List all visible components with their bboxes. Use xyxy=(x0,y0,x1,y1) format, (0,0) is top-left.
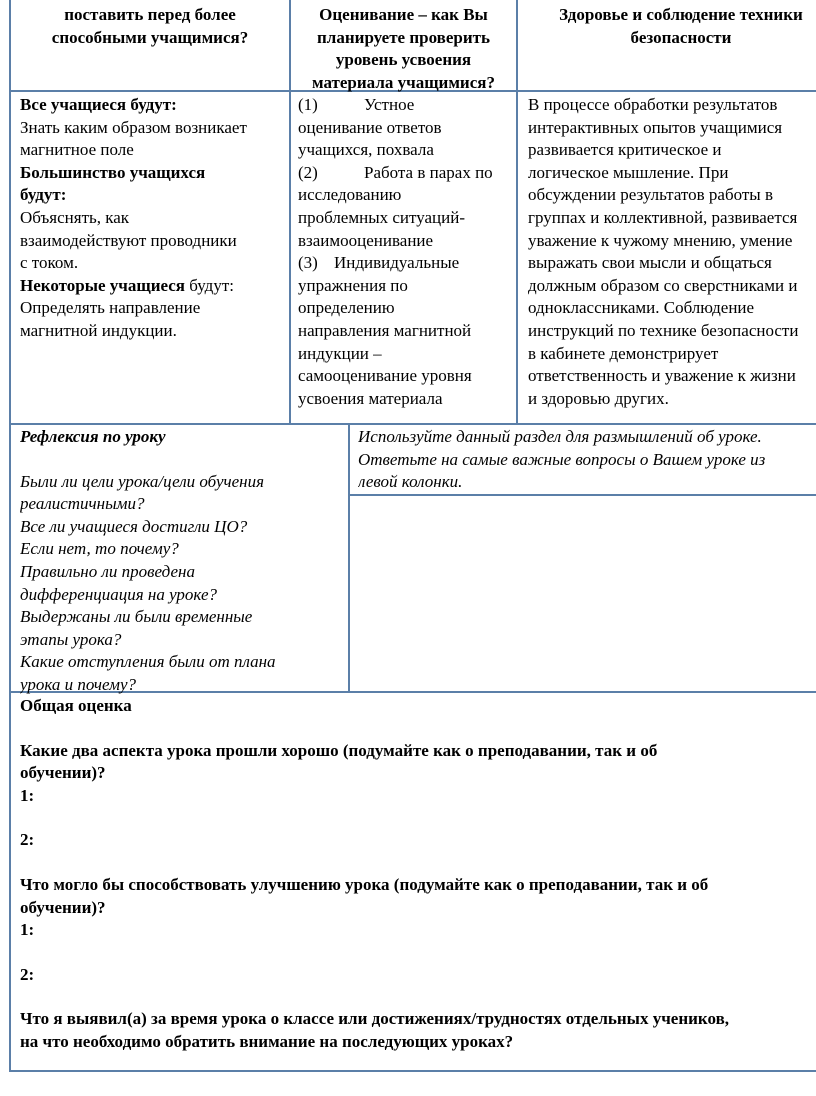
health-safety-cell xyxy=(528,94,816,410)
reflection-note-line: Используйте данный раздел для размышлений об уроке. xyxy=(358,427,762,446)
reflection-cell xyxy=(20,426,348,697)
reflection-question: урока и почему? xyxy=(20,674,137,694)
reflection-question: Выдержаны ли были временные xyxy=(20,607,253,627)
summary-question: обучении)? xyxy=(20,763,106,783)
table-border xyxy=(348,424,350,692)
reflection-note-cell xyxy=(358,426,816,494)
safety-line: ответственность и уважение к жизни xyxy=(528,366,796,386)
assessment-cell xyxy=(298,94,516,410)
outcome-line: Знать каким образом возникает xyxy=(20,117,247,137)
assessment-line: индукции – xyxy=(298,343,382,363)
reflection-title: Рефлексия по уроку xyxy=(20,427,166,446)
item-text: Устное xyxy=(364,95,415,114)
summary-question: на что необходимо обратить внимание на последующих уроках? xyxy=(20,1031,514,1051)
reflection-note-line: Ответьте на самые важные вопросы о Вашем уроке из xyxy=(358,449,766,469)
safety-line: инструкций по технике безопасности xyxy=(528,320,799,340)
summary-question: Что я выявил(а) за время урока о классе или достижениях/трудностях отдельных учеников, xyxy=(20,1009,729,1029)
outcome-line: Определять направление xyxy=(20,298,201,318)
assessment-item xyxy=(298,94,516,117)
safety-line: выражать свои мысли и общаться xyxy=(528,253,772,273)
safety-line: группах и коллективной, развивается xyxy=(528,207,798,227)
header-line: материала учащимися? xyxy=(312,72,495,92)
safety-line: и здоровью других. xyxy=(528,388,669,408)
safety-line: интерактивных опытов учащимися xyxy=(528,117,783,137)
summary-question: Что могло бы способствовать улучшению урока (подумайте как о преподавании, так и об xyxy=(20,874,709,894)
assessment-line: учащихся, похвала xyxy=(298,140,434,160)
assessment-line: оценивание ответов xyxy=(298,117,442,137)
header-line: планируете проверить xyxy=(317,27,490,47)
assessment-line: взаимооценивание xyxy=(298,230,434,250)
some-students-label: Некоторые учащиеся xyxy=(20,275,185,295)
item-text: Работа в парах по xyxy=(364,162,493,182)
header-line: поставить перед более xyxy=(64,5,236,24)
header-assessment xyxy=(291,4,516,94)
assessment-line: определению xyxy=(298,298,395,318)
safety-line: уважение к чужому мнению, умение xyxy=(528,230,793,250)
outcome-line: магнитной индукции. xyxy=(20,320,177,340)
most-students-label: будут: xyxy=(20,185,67,205)
table-border xyxy=(9,1070,816,1072)
header-health-safety xyxy=(518,4,816,49)
reflection-question: этапы урока? xyxy=(20,629,122,649)
table-border xyxy=(348,494,816,496)
reflection-note-line: левой колонки. xyxy=(358,472,463,492)
reflection-question: Были ли цели урока/цели обучения xyxy=(20,471,264,491)
item-number: (1) xyxy=(298,95,318,114)
assessment-line: упражнения по xyxy=(298,275,408,295)
summary-question: Какие два аспекта урока прошли хорошо (подумайте как о преподавании, так и об xyxy=(20,740,658,760)
safety-line: развивается критическое и xyxy=(528,140,722,160)
answer-item: 2: xyxy=(20,830,35,850)
assessment-line: проблемных ситуаций- xyxy=(298,207,466,227)
assessment-item xyxy=(298,252,516,275)
summary-cell xyxy=(20,695,816,1054)
most-students-label: Большинство учащихся xyxy=(20,162,206,182)
header-line: Оценивание – как Вы xyxy=(319,5,488,24)
safety-line: логическое мышление. При xyxy=(528,162,729,182)
header-line: Здоровье и соблюдение техники xyxy=(559,5,803,24)
answer-item: 1: xyxy=(20,920,35,940)
outcome-line: с током. xyxy=(20,253,79,273)
safety-line: обсуждении результатов работы в xyxy=(528,185,774,205)
reflection-question: Какие отступления были от плана xyxy=(20,652,276,672)
reflection-question: Правильно ли проведена xyxy=(20,561,195,581)
item-number: (3) xyxy=(298,253,318,273)
all-students-label: Все учащиеся будут: xyxy=(20,95,177,114)
some-students-line xyxy=(20,275,289,298)
safety-line: должным образом со сверстниками и xyxy=(528,275,798,295)
assessment-line: исследованию xyxy=(298,185,402,205)
answer-item: 2: xyxy=(20,964,35,984)
learning-outcomes-cell xyxy=(20,94,289,343)
assessment-line: самооценивание уровня xyxy=(298,366,472,386)
outcome-line: взаимодействуют проводники xyxy=(20,230,237,250)
outcome-line: Объяснять, как xyxy=(20,207,130,227)
assessment-line: направления магнитной xyxy=(298,320,472,340)
summary-question: обучении)? xyxy=(20,897,106,917)
reflection-question: реалистичными? xyxy=(20,494,145,514)
header-line: способными учащимися? xyxy=(51,27,249,47)
safety-line: В процессе обработки результатов xyxy=(528,95,778,114)
table-border xyxy=(516,0,518,424)
reflection-question: Если нет, то почему? xyxy=(20,539,179,559)
reflection-question: Все ли учащиеся достигли ЦО? xyxy=(20,516,248,536)
outcome-line: магнитное поле xyxy=(20,140,134,160)
item-text: Индивидуальные xyxy=(334,253,460,273)
summary-title: Общая оценка xyxy=(20,696,132,715)
header-differentiation xyxy=(11,4,289,49)
safety-line: одноклассниками. Соблюдение xyxy=(528,298,755,318)
table-border xyxy=(9,0,11,1072)
some-students-label-rest: будут: xyxy=(185,275,234,295)
item-number: (2) xyxy=(298,162,318,182)
header-line: безопасности xyxy=(630,27,732,47)
answer-item: 1: xyxy=(20,785,35,805)
reflection-question: дифференциация на уроке? xyxy=(20,584,217,604)
header-line: уровень усвоения xyxy=(335,50,472,70)
assessment-item xyxy=(298,162,516,185)
safety-line: в кабинете демонстрирует xyxy=(528,343,719,363)
assessment-line: усвоения материала xyxy=(298,388,443,408)
table-border xyxy=(9,423,816,425)
